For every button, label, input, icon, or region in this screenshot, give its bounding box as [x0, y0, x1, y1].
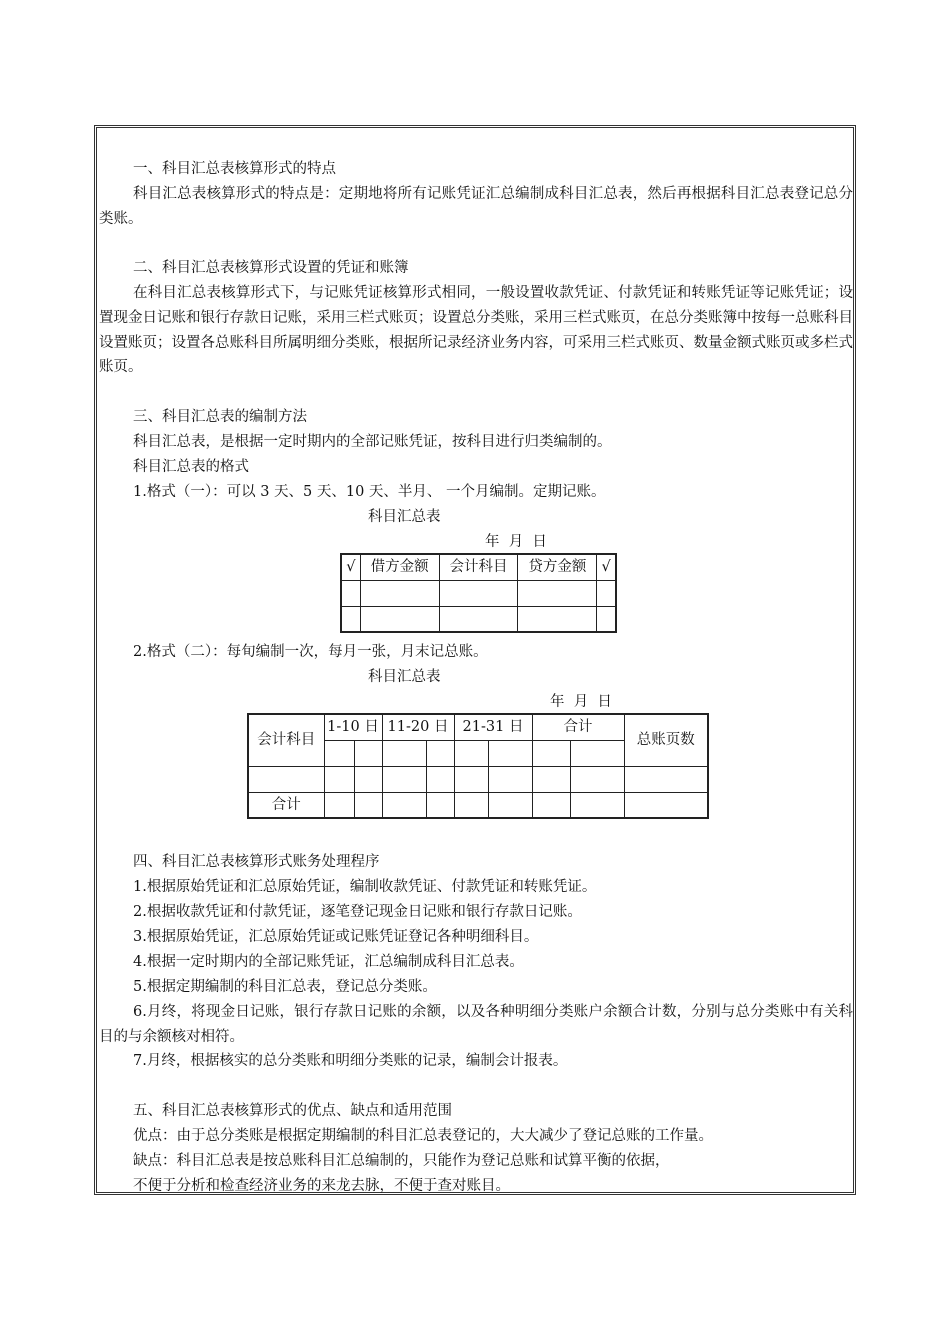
table-row — [248, 792, 708, 818]
table-1-header-account: 会计科目 — [439, 554, 518, 580]
section-4-heading: 四、科目汇总表核算形式账务处理程序 — [133, 854, 380, 870]
table-cell — [248, 766, 324, 792]
procedure-step-4: 4.根据一定时期内的全部记账凭证，汇总编制成科目汇总表。 — [133, 954, 524, 970]
table-cell — [360, 580, 439, 606]
table-cell — [426, 792, 454, 818]
table-cell — [624, 792, 708, 818]
table-cell — [324, 740, 354, 766]
table-cell — [532, 740, 570, 766]
table-1-header-check-right: √ — [597, 554, 616, 580]
procedure-step-3: 3.根据原始凭证，汇总原始凭证或记账凭证登记各种明细科目。 — [133, 929, 539, 945]
table-2-date: 年 月 日 — [550, 694, 612, 710]
table-1-header-debit: 借方金额 — [360, 554, 439, 580]
table-row — [341, 606, 616, 632]
table-cell — [354, 792, 382, 818]
table-cell — [488, 740, 532, 766]
format-2-text: 2.格式（二）：每旬编制一次，每月一张，月末记总账。 — [133, 644, 488, 660]
table-cell — [570, 740, 624, 766]
document-content — [97, 128, 853, 1192]
table-cell — [426, 740, 454, 766]
procedure-step-7: 7.月终，根据核实的总分类账和明细分类账的记录，编制会计报表。 — [133, 1053, 568, 1069]
table-1-title: 科目汇总表 — [368, 509, 441, 525]
table-2-title: 科目汇总表 — [368, 669, 441, 685]
section-2-body: 在科目汇总表核算形式下，与记账凭证核算形式相同，一般设置收款凭证、付款凭证和转账凭证等记账凭证；设置现金日记账和银行存款日记账，采用三栏式账页；设置总分类账，采用三栏式账页，在总分类账簿中按每一总账科目设置账页；设置各总账科目所属明细分类账，根据所记录经济业务内容，可采用三栏式账页、数量金额式账页或多栏式账页。 — [99, 285, 853, 376]
table-1-header-check-left: √ — [341, 554, 360, 580]
table-cell — [518, 606, 597, 632]
table-cell — [570, 766, 624, 792]
table-cell — [488, 766, 532, 792]
table-row — [341, 554, 616, 580]
procedure-step-1: 1.根据原始凭证和汇总原始凭证，编制收款凭证、付款凭证和转账凭证。 — [133, 879, 597, 895]
table-row — [248, 766, 708, 792]
table-cell — [324, 792, 354, 818]
table-cell — [532, 766, 570, 792]
table-cell — [532, 792, 570, 818]
section-3-line2: 科目汇总表的格式 — [133, 459, 249, 475]
procedure-step-2: 2.根据收款凭证和付款凭证，逐笔登记现金日记账和银行存款日记账。 — [133, 904, 582, 920]
summary-table-format-2 — [247, 713, 709, 819]
table-2-header-period-1: 1-10 日 — [324, 714, 382, 740]
table-cell — [360, 606, 439, 632]
advantages-text: 优点：由于总分类账是根据定期编制的科目汇总表登记的，大大减少了登记总账的工作量。 — [133, 1128, 713, 1144]
disadvantages-text: 缺点：科目汇总表是按总账科目汇总编制的，只能作为登记总账和试算平衡的依据， — [133, 1153, 670, 1169]
format-1-text: 1.格式（一）：可以 3 天、5 天、10 天、半月、 一个月编制。定期记账。 — [133, 484, 606, 500]
table-cell — [624, 766, 708, 792]
section-1-body: 科目汇总表核算形式的特点是：定期地将所有记账凭证汇总编制成科目汇总表，然后再根据科目汇总表登记总分类账。 — [99, 186, 853, 227]
table-2-header-ledger-page: 总账页数 — [624, 714, 708, 766]
table-1-header-credit: 贷方金额 — [518, 554, 597, 580]
procedure-step-6: 6.月终，将现金日记账，银行存款日记账的余额，以及各种明细分类账户余额合计数，分别与总分类账中有关科目的与余额核对相符。 — [99, 1004, 853, 1045]
table-row — [341, 580, 616, 606]
procedure-step-5: 5.根据定期编制的科目汇总表，登记总分类账。 — [133, 979, 437, 995]
table-cell — [518, 580, 597, 606]
table-2-header-period-3: 21-31 日 — [454, 714, 532, 740]
table-cell — [382, 740, 426, 766]
section-1-heading: 一、科目汇总表核算形式的特点 — [133, 161, 336, 177]
table-cell — [488, 792, 532, 818]
table-2-total-row-label: 合计 — [248, 792, 324, 818]
table-cell — [341, 580, 360, 606]
table-cell — [597, 606, 616, 632]
disadvantages-text-continued: 不便于分析和检查经济业务的来龙去脉，不便于查对账目。 — [133, 1178, 510, 1194]
table-cell — [354, 766, 382, 792]
table-2-header-total: 合计 — [532, 714, 624, 740]
table-cell — [439, 606, 518, 632]
table-cell — [382, 792, 426, 818]
table-cell — [454, 792, 488, 818]
table-cell — [439, 580, 518, 606]
table-cell — [324, 766, 354, 792]
table-cell — [354, 740, 382, 766]
table-cell — [382, 766, 426, 792]
table-row — [248, 714, 708, 740]
table-2-header-period-2: 11-20 日 — [382, 714, 454, 740]
section-2-heading: 二、科目汇总表核算形式设置的凭证和账簿 — [133, 260, 409, 276]
table-cell — [570, 792, 624, 818]
table-cell — [426, 766, 454, 792]
table-1-date: 年 月 日 — [485, 534, 547, 550]
document-frame — [94, 125, 856, 1195]
table-cell — [341, 606, 360, 632]
table-cell — [454, 766, 488, 792]
table-2-header-account: 会计科目 — [248, 714, 324, 766]
table-cell — [454, 740, 488, 766]
section-3-line1: 科目汇总表，是根据一定时期内的全部记账凭证，按科目进行归类编制的。 — [133, 434, 612, 450]
section-3-heading: 三、科目汇总表的编制方法 — [133, 409, 307, 425]
summary-table-format-1 — [340, 553, 617, 633]
section-5-heading: 五、科目汇总表核算形式的优点、缺点和适用范围 — [133, 1103, 452, 1119]
table-cell — [597, 580, 616, 606]
